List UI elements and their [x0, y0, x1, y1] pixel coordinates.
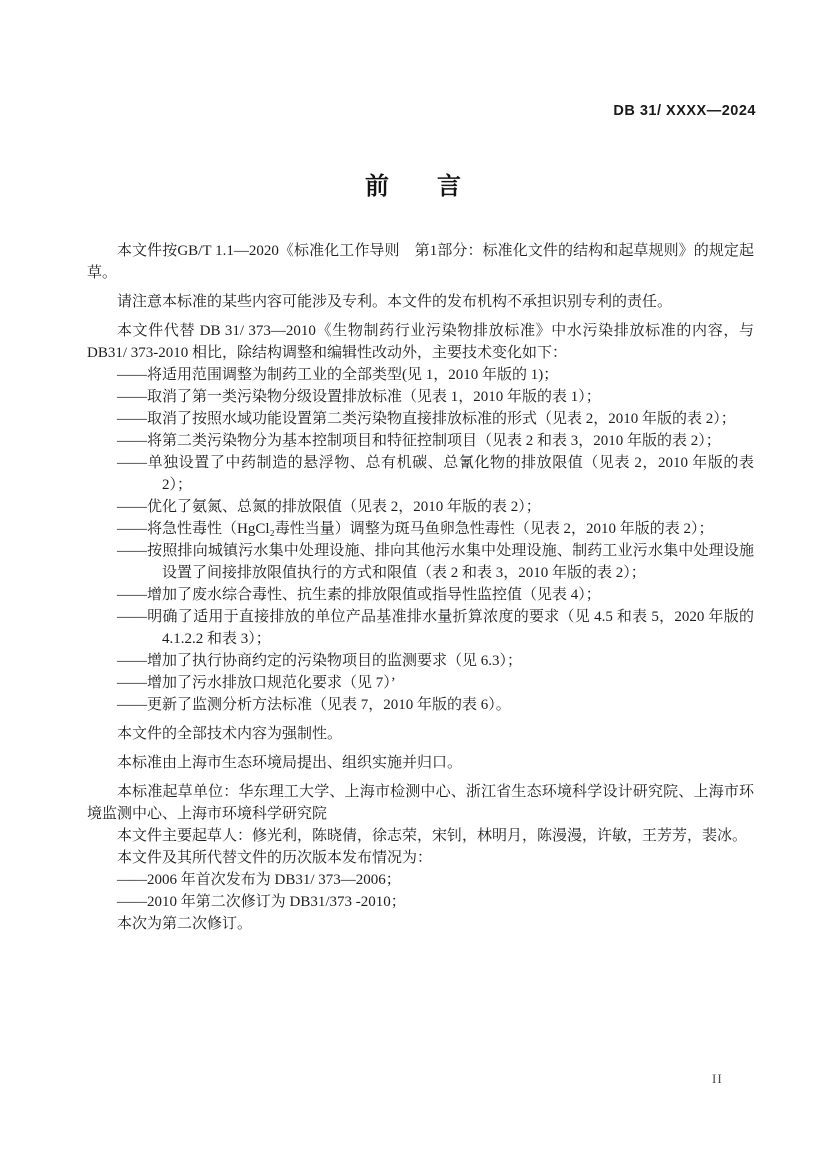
list-item: ——单独设置了中药制造的悬浮物、总有机碳、总氰化物的排放限值（见表 2，2010 年版的表 2）； [117, 455, 754, 493]
paragraph: 请注意本标准的某些内容可能涉及专利。本文件的发布机构不承担识别专利的责任。 [117, 294, 673, 310]
paragraph: 本文件主要起草人：修光利，陈晓倩，徐志荣，宋钊，林明月，陈漫漫，许敏，王芳芳，裴冰。 [117, 828, 748, 844]
list-item: ——明确了适用于直接排放的单位产品基准排水量折算浓度的要求（见 4.5 和表 5，2020 年版的 4.1.2.2 和表 3）； [117, 609, 754, 647]
list-item: ——增加了执行协商约定的污染物项目的监测要求（见 6.3）； [117, 653, 523, 669]
paragraph: 本文件按GB/T 1.1—2020《标准化工作导则 第1部分：标准化文件的结构和起草规则》的规定起草。 [87, 243, 754, 281]
page-number: II [712, 1071, 723, 1086]
list-item: ——增加了污水排放口规范化要求（见 7）’ [117, 675, 396, 691]
list-item: ——按照排向城镇污水集中处理设施、排向其他污水集中处理设施、制药工业污水集中处理设施设置了间接排放限值执行的方式和限值（表 2 和表 3，2010 年版的表 2）； [117, 543, 754, 581]
list-item: ——将第二类污染物分为基本控制项目和特征控制项目（见表 2 和表 3，2010 年版的表 2）； [117, 433, 721, 449]
list-item: ——取消了第一类污染物分级设置排放标准（见表 1，2010 年版的表 1）； [117, 389, 601, 405]
paragraph: 本次为第二次修订。 [117, 916, 253, 932]
list-item: ——优化了氨氮、总氮的排放限值（见表 2，2010 年版的表 2）； [117, 499, 541, 515]
list-item: ——2006 年首次发布为 DB31/ 373—2006； [117, 872, 401, 888]
paragraph: 本标准由上海市生态环境局提出、组织实施并归口。 [117, 755, 463, 771]
list-item: ——2010 年第二次修订为 DB31/373 -2010； [117, 894, 406, 910]
paragraph: 本文件的全部技术内容为强制性。 [117, 726, 343, 742]
content [87, 240, 754, 935]
list-item: ——将急性毒性（HgCl₂毒性当量）调整为斑马鱼卵急性毒性（见表 2，2010 年版的表 2）； [117, 521, 714, 537]
paragraph: 本文件及其所代替文件的历次版本发布情况为： [117, 850, 433, 866]
page-title: 前 言 [365, 173, 461, 200]
paragraph: 本文件代替 DB 31/ 373—2010《生物制药行业污染物排放标准》中水污染排放标准的内容，与 DB31/ 373-2010 相比，除结构调整和编辑性改动外，主要技术变化如下： [87, 323, 754, 361]
list-item: ——取消了按照水域功能设置第二类污染物直接排放标准的形式（见表 2，2010 年版的表 2）； [117, 411, 736, 427]
document-number: DB 31/ XXXX—2024 [613, 103, 756, 119]
paragraph: 本标准起草单位：华东理工大学、上海市检测中心、浙江省生态环境科学设计研究院、上海市环境监测中心、上海市环境科学研究院 [87, 784, 754, 822]
list-item: ——增加了废水综合毒性、抗生素的排放限值或指导性监控值（见表 4）； [117, 587, 601, 603]
list-item: ——更新了监测分析方法标准（见表 7，2010 年版的表 6）。 [117, 697, 511, 713]
list-item: ——将适用范围调整为制药工业的全部类型(见 1，2010 年版的 1)； [117, 367, 559, 383]
